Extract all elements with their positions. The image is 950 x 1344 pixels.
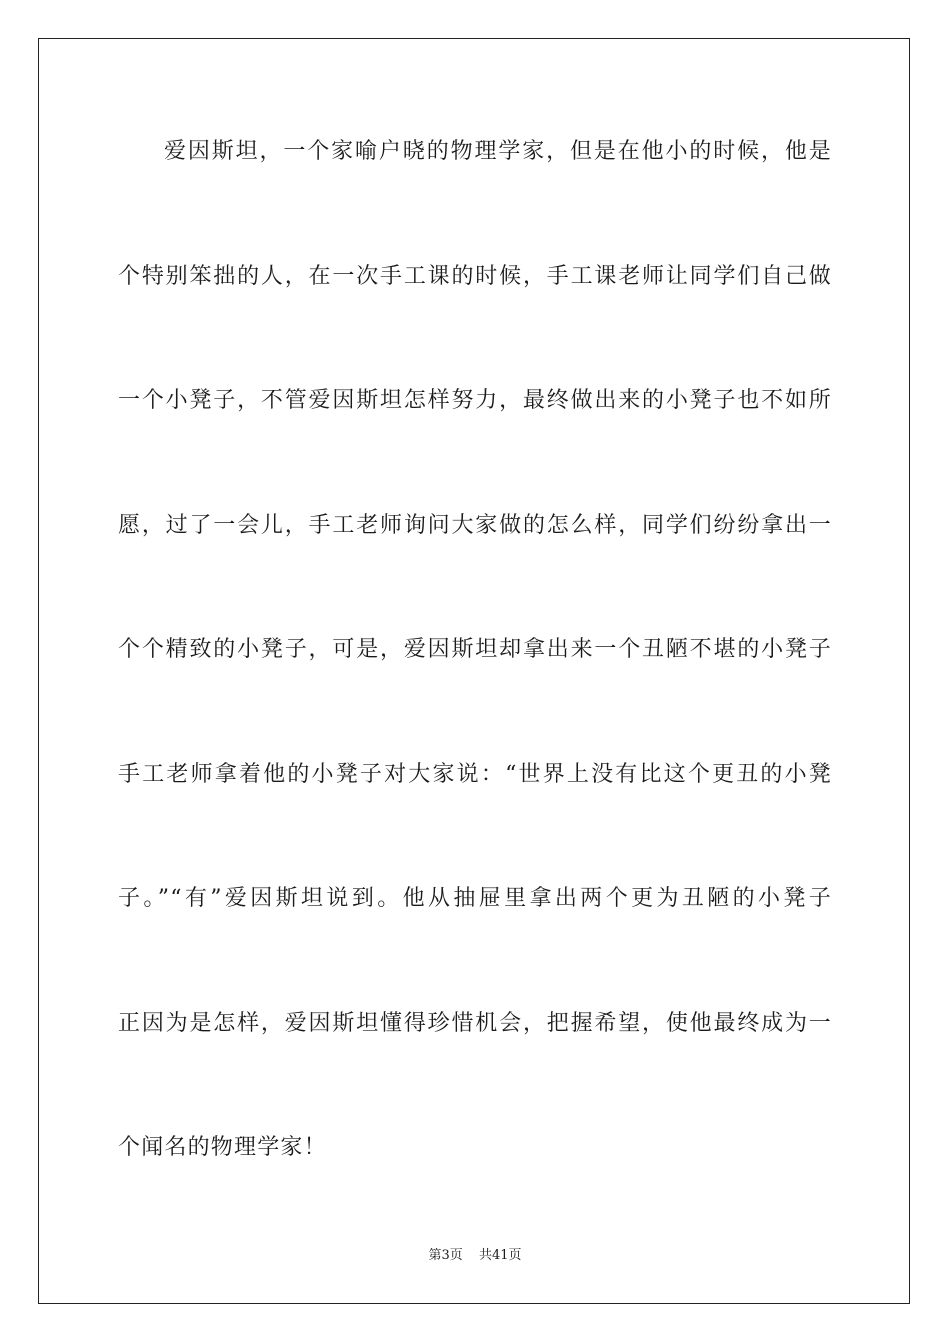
page-border	[38, 38, 910, 1304]
paragraph-line: 手工老师拿着他的小凳子对大家说：“世界上没有比这个更丑的小凳	[118, 762, 832, 787]
paragraph-line: 个特别笨拙的人，在一次手工课的时候，手工课老师让同学们自己做	[118, 264, 832, 289]
page-total: 共41页	[478, 1248, 522, 1263]
paragraph-line: 一个小凳子，不管爱因斯坦怎样努力，最终做出来的小凳子也不如所	[118, 388, 832, 413]
paragraph-line-last: 个闻名的物理学家！	[118, 1135, 327, 1160]
paragraph-line: 爱因斯坦，一个家喻户晓的物理学家，但是在他小的时候，他是	[164, 139, 832, 164]
page-number: 第3页	[428, 1248, 463, 1263]
paragraph-line: 正因为是怎样，爱因斯坦懂得珍惜机会，把握希望，使他最终成为一	[118, 1011, 832, 1036]
page-footer	[0, 1247, 950, 1265]
paragraph-line: 个个精致的小凳子，可是，爱因斯坦却拿出来一个丑陋不堪的小凳子	[118, 637, 832, 662]
paragraph-line: 愿，过了一会儿，手工老师询问大家做的怎么样，同学们纷纷拿出一	[118, 513, 832, 538]
paragraph-line: 子。”“有”爱因斯坦说到。他从抽屉里拿出两个更为丑陋的小凳子	[118, 886, 832, 911]
